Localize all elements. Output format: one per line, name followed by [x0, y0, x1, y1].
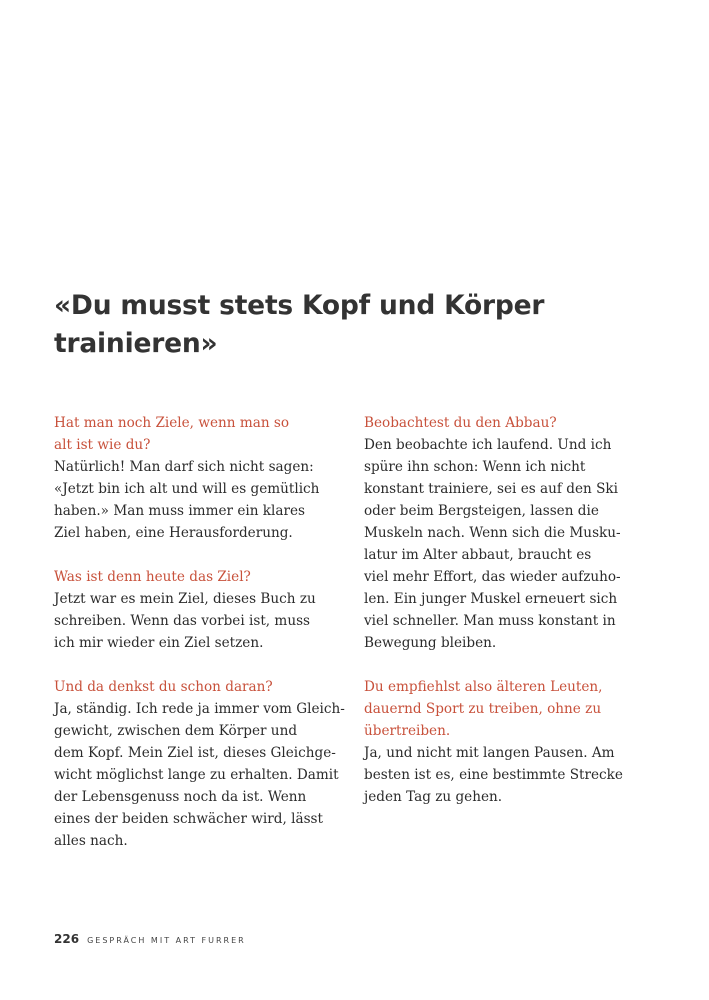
question [54, 412, 344, 456]
question-line: übertreiben. [364, 723, 451, 739]
answer [364, 742, 654, 808]
question-line: Und da denkst du schon daran? [54, 679, 273, 695]
question-line: dauernd Sport zu treiben, ohne zu [364, 701, 602, 717]
answer-line: Den beobachte ich laufend. Und ich [364, 437, 612, 453]
right-column [364, 412, 654, 830]
answer-line: konstant trainiere, sei es auf den Ski [364, 481, 618, 497]
answer-line: «Jetzt bin ich alt und will es gemütlich [54, 481, 320, 497]
qa-block [54, 412, 344, 544]
answer-line: eines der beiden schwächer wird, lässt [54, 811, 323, 827]
answer-line: wicht möglichst lange zu erhalten. Damit [54, 767, 339, 783]
answer-line: gewicht, zwischen dem Körper und [54, 723, 298, 739]
headline-line: trainieren» [54, 328, 218, 359]
answer-line: len. Ein junger Muskel erneuert sich [364, 591, 618, 607]
qa-block [364, 412, 654, 654]
answer-line: alles nach. [54, 833, 128, 849]
left-column [54, 412, 344, 874]
page-number: 226 [54, 932, 80, 946]
answer-line: jeden Tag zu gehen. [364, 789, 503, 805]
question-line: Beobachtest du den Abbau? [364, 415, 557, 431]
question-line: Hat man noch Ziele, wenn man so [54, 415, 290, 431]
answer [54, 456, 344, 544]
answer-line: besten ist es, eine bestimmte Strecke [364, 767, 623, 783]
answer [364, 434, 654, 654]
qa-block [54, 566, 344, 654]
question-line: alt ist wie du? [54, 437, 151, 453]
question-line: Was ist denn heute das Ziel? [54, 569, 251, 585]
answer-line: ich mir wieder ein Ziel setzen. [54, 635, 264, 651]
answer-line: latur im Alter abbaut, braucht es [364, 547, 592, 563]
question [54, 676, 344, 698]
answer-line: schreiben. Wenn das vorbei ist, muss [54, 613, 311, 629]
answer-line: viel mehr Effort, das wieder aufzuho- [364, 569, 621, 585]
answer-line: Ziel haben, eine Herausforderung. [54, 525, 293, 541]
answer [54, 588, 344, 654]
answer-line: spüre ihn schon: Wenn ich nicht [364, 459, 586, 475]
question [364, 676, 654, 742]
answer-line: Ja, ständig. Ich rede ja immer vom Gleich- [54, 701, 345, 717]
answer-line: Ja, und nicht mit langen Pausen. Am [364, 745, 615, 761]
qa-block [54, 676, 344, 852]
answer-line: haben.» Man muss immer ein klares [54, 503, 306, 519]
answer-line: der Lebensgenuss noch da ist. Wenn [54, 789, 307, 805]
answer-line: Jetzt war es mein Ziel, dieses Buch zu [54, 591, 316, 607]
page-footer [54, 932, 246, 948]
question [364, 412, 654, 434]
answer-line: Bewegung bleiben. [364, 635, 497, 651]
running-head: GESPRÄCH MIT ART FURRER [87, 936, 246, 945]
page-title [54, 287, 614, 363]
answer-line: Natürlich! Man darf sich nicht sagen: [54, 459, 314, 475]
answer [54, 698, 344, 852]
question [54, 566, 344, 588]
answer-line: dem Kopf. Mein Ziel ist, dieses Gleichge- [54, 745, 336, 761]
headline-line: «Du musst stets Kopf und Körper [54, 290, 545, 321]
answer-line: Muskeln nach. Wenn sich die Musku- [364, 525, 621, 541]
question-line: Du empfiehlst also älteren Leuten, [364, 679, 603, 695]
answer-line: oder beim Bergsteigen, lassen die [364, 503, 599, 519]
qa-block [364, 676, 654, 808]
answer-line: viel schneller. Man muss konstant in [364, 613, 616, 629]
